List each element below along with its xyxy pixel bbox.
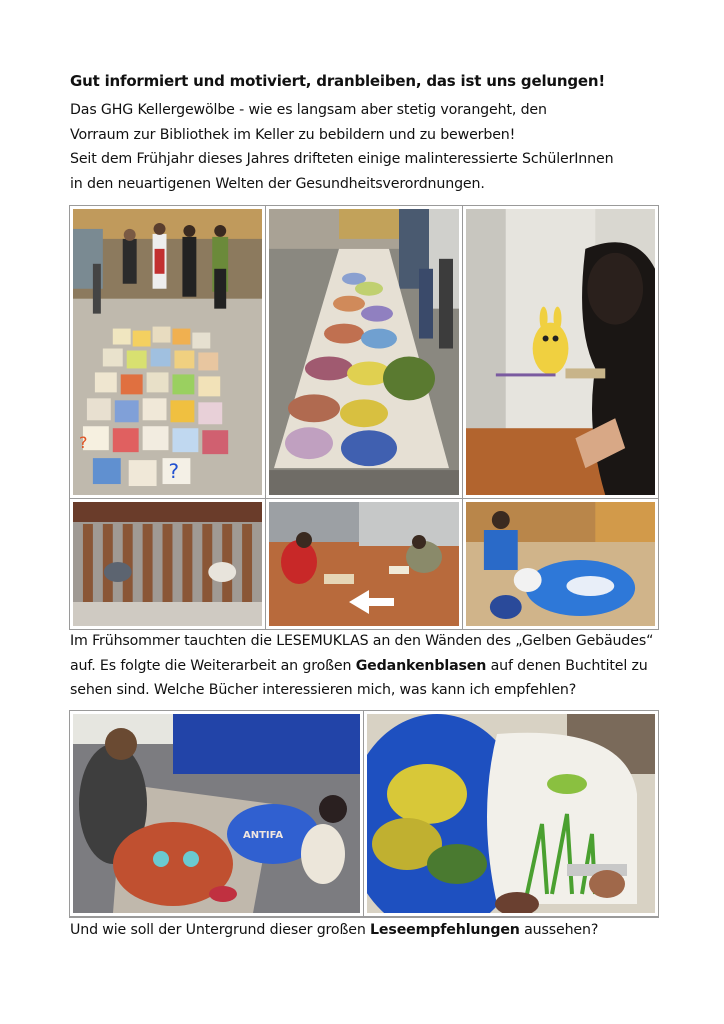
photo-students-with-drawings <box>70 206 265 498</box>
intro-line: Vorraum zur Bibliothek im Keller zu bebildern und zu bewerben! <box>70 126 516 143</box>
middle-line <box>70 654 690 679</box>
svg-text:?: ? <box>78 433 88 453</box>
intro-line: Das GHG Kellergewölbe - wie es langsam aber stetig vorangeht, den <box>70 102 547 118</box>
photo-sign-text: ANTIFA <box>243 830 284 841</box>
closing-line-text: Und wie soll der Untergrund dieser großen <box>70 922 371 938</box>
bold-term-leseempfehlungen: Leseempfehlungen <box>370 922 520 938</box>
intro-line: in den neuartigenen Welten der Gesundheitsverordnungen. <box>70 175 485 192</box>
bold-term-gedankenblasen: Gedankenblasen <box>355 657 487 674</box>
middle-line-text: auf denen Buchtitel zu <box>486 657 648 674</box>
photo-painting-wall-creature <box>463 206 658 498</box>
middle-paragraph <box>70 629 690 703</box>
photo-table-with-creatures <box>266 206 462 498</box>
photo-collage-top <box>69 205 659 630</box>
svg-text:?: ? <box>168 460 180 484</box>
middle-line: sehen sind. Welche Bücher interessieren mich, was kann ich empfehlen? <box>70 682 577 698</box>
photo-blue-bubble-painting <box>463 499 658 629</box>
closing-paragraph <box>70 918 690 943</box>
middle-line: Im Frühsommer tauchten die LESEMUKLAS an den Wänden des „Gelben Gebäudes“ <box>70 633 654 649</box>
intro-line: Seit dem Frühjahr dieses Jahres drifteten einige malinteressierte SchülerInnen <box>70 151 614 167</box>
photo-painting-bubbles-table <box>70 711 363 916</box>
closing-line <box>70 918 690 943</box>
photo-floor-arrow-painting <box>266 499 462 629</box>
closing-line-text: aussehen? <box>519 922 599 938</box>
photo-painting-blue-bubble-closeup <box>364 711 658 916</box>
page-heading: Gut informiert und motiviert, dranbleiben, das ist uns gelungen! <box>70 72 605 90</box>
middle-line-text: auf. Es folgte die Weiterarbeit an großen <box>70 657 356 674</box>
photo-collage-bottom <box>69 710 659 918</box>
photo-staircase-from-above <box>70 499 265 629</box>
intro-paragraph <box>70 98 690 196</box>
